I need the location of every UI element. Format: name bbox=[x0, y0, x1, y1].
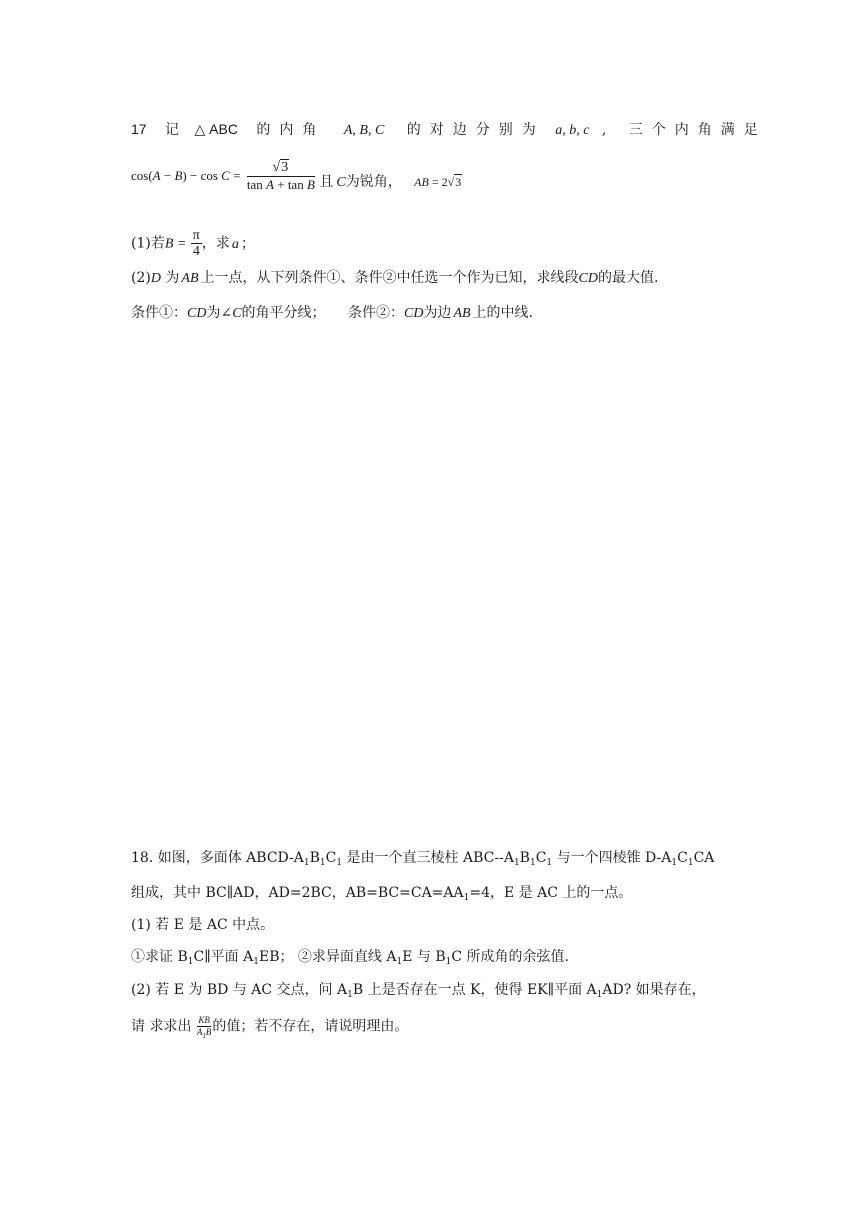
subscript: 1 bbox=[253, 957, 259, 967]
subscript: 1 bbox=[546, 858, 553, 868]
q18-text: C bbox=[535, 850, 547, 866]
part-label: (1)若 bbox=[131, 235, 165, 252]
subscript: 1 bbox=[336, 858, 343, 868]
subscript: 1 bbox=[596, 990, 603, 1000]
q18-line-6 bbox=[131, 1015, 408, 1038]
subscript: 1 bbox=[671, 858, 678, 868]
four: 4 bbox=[192, 244, 200, 259]
q18-text: 与一个四棱锥 D-A bbox=[552, 850, 672, 866]
q17-text: 的内角 bbox=[256, 122, 326, 138]
equation-lhs: cos(A − B) − cos C = bbox=[131, 168, 241, 183]
q18-text: 请 求求出 bbox=[131, 1018, 192, 1035]
segment-ab: AB bbox=[453, 306, 471, 321]
b-equals: B = bbox=[164, 236, 187, 252]
subscript: 1 bbox=[445, 957, 452, 967]
q17-text: 的角平分线； bbox=[241, 305, 326, 321]
q18-text: 18. 如图，多面体 ABCD-A bbox=[131, 850, 304, 866]
q18-line-2 bbox=[131, 883, 632, 903]
q17-text: 记 bbox=[165, 122, 189, 138]
angle-c: C bbox=[232, 306, 242, 321]
q18-part-1-label: (1) 若 E 是 AC 中点。 bbox=[131, 917, 275, 933]
q18-text: C∥平面 A bbox=[193, 949, 254, 965]
q17-condition-equation bbox=[131, 160, 462, 192]
condition-2-label: 条件②： bbox=[347, 305, 404, 321]
segment-cd: CD bbox=[403, 306, 424, 321]
q17-number: 17 bbox=[131, 121, 147, 137]
q18-text: 的值；若不存在，请说明理由。 bbox=[212, 1018, 409, 1035]
q17-part-1 bbox=[131, 228, 255, 259]
fraction-denominator: tan A + tan B bbox=[246, 177, 315, 192]
kb-over-a1b-fraction bbox=[197, 1015, 212, 1038]
q18-text: C bbox=[325, 850, 337, 866]
subscript: 1 bbox=[396, 957, 403, 967]
angle-c: C bbox=[336, 175, 346, 190]
angles-abc: A, B, C bbox=[343, 123, 385, 138]
q18-text: ①求证 B bbox=[131, 949, 188, 965]
q17-text: 为 bbox=[165, 270, 180, 286]
q18-line-4 bbox=[131, 947, 569, 967]
pi-over-four bbox=[191, 228, 202, 259]
q18-text: EB； ②求异面直线 A bbox=[258, 949, 397, 965]
q18-text: AD? 如果存在， bbox=[602, 982, 706, 998]
subscript: 1 bbox=[687, 858, 694, 868]
fraction-numerator: √3 bbox=[247, 160, 315, 177]
part-label: (2) bbox=[131, 270, 151, 286]
q17-text: 上一点，从下列条件①、条件②中任选一个作为已知，求线段 bbox=[200, 270, 579, 286]
condition-1-label: 条件①： bbox=[131, 305, 187, 321]
fraction-denominator: $A_1B$ bbox=[196, 1027, 212, 1040]
q18-text: B bbox=[519, 850, 530, 866]
q17-text: ； bbox=[240, 235, 255, 252]
subscript: 1 bbox=[347, 990, 353, 1000]
q18-text: C bbox=[677, 850, 688, 866]
q17-text: ，求 bbox=[201, 235, 230, 252]
sides-abc: a, b, c bbox=[555, 123, 590, 138]
pi-symbol: π bbox=[192, 228, 200, 243]
q18-line-3 bbox=[131, 915, 274, 935]
q18-line-1 bbox=[131, 848, 714, 868]
equation-fraction bbox=[247, 160, 315, 192]
ab-length: AB = 2√3 bbox=[414, 175, 462, 189]
q18-text: B 上是否存在一点 K，使得 EK∥平面 A bbox=[352, 982, 597, 998]
triangle-abc: △ ABC bbox=[194, 121, 238, 137]
q17-text: 为锐角， bbox=[345, 174, 402, 190]
q18-text: B bbox=[309, 850, 320, 866]
q17-line-1 bbox=[131, 119, 767, 141]
q17-text: 且 bbox=[319, 174, 334, 190]
fraction-numerator: KB bbox=[198, 1015, 210, 1025]
q18-text: CA bbox=[693, 850, 715, 866]
q18-text: (2) 若 E 为 BD 与 AC 交点，问 A bbox=[131, 982, 348, 998]
q17-text: 的对边分别为 bbox=[406, 122, 545, 138]
subscript: 1 bbox=[319, 858, 326, 868]
q18-text: =4，E 是 AC 上的一点。 bbox=[469, 885, 633, 901]
q18-text: 是由一个直三棱柱 ABC--A bbox=[342, 850, 514, 866]
q17-conditions bbox=[131, 303, 533, 324]
side-a: a bbox=[231, 236, 239, 252]
subscript: 1 bbox=[529, 858, 536, 868]
segment-ab: AB bbox=[181, 271, 199, 286]
subscript: 1 bbox=[513, 858, 520, 868]
q18-text: E 与 B bbox=[402, 949, 446, 965]
q18-text: C 所成角的余弦值. bbox=[451, 949, 570, 965]
q18-line-5 bbox=[131, 980, 706, 1000]
subscript: 1 bbox=[303, 858, 310, 868]
q17-text: 上的中线. bbox=[472, 305, 533, 321]
subscript: 1 bbox=[187, 957, 194, 967]
segment-cd: CD bbox=[578, 271, 598, 286]
q17-text: 的最大值. bbox=[597, 270, 659, 286]
q17-part-2 bbox=[131, 268, 658, 289]
point-d: D bbox=[150, 271, 161, 286]
q17-text: 为边 bbox=[423, 305, 452, 321]
subscript: 1 bbox=[463, 893, 470, 903]
q17-text: 为∠ bbox=[206, 305, 233, 321]
q18-text: 组成，其中 BC∥AD，AD=2BC，AB=BC=CA=AA bbox=[131, 885, 464, 901]
q17-text: , 三个内角满足 bbox=[601, 122, 767, 138]
segment-cd: CD bbox=[187, 306, 207, 321]
